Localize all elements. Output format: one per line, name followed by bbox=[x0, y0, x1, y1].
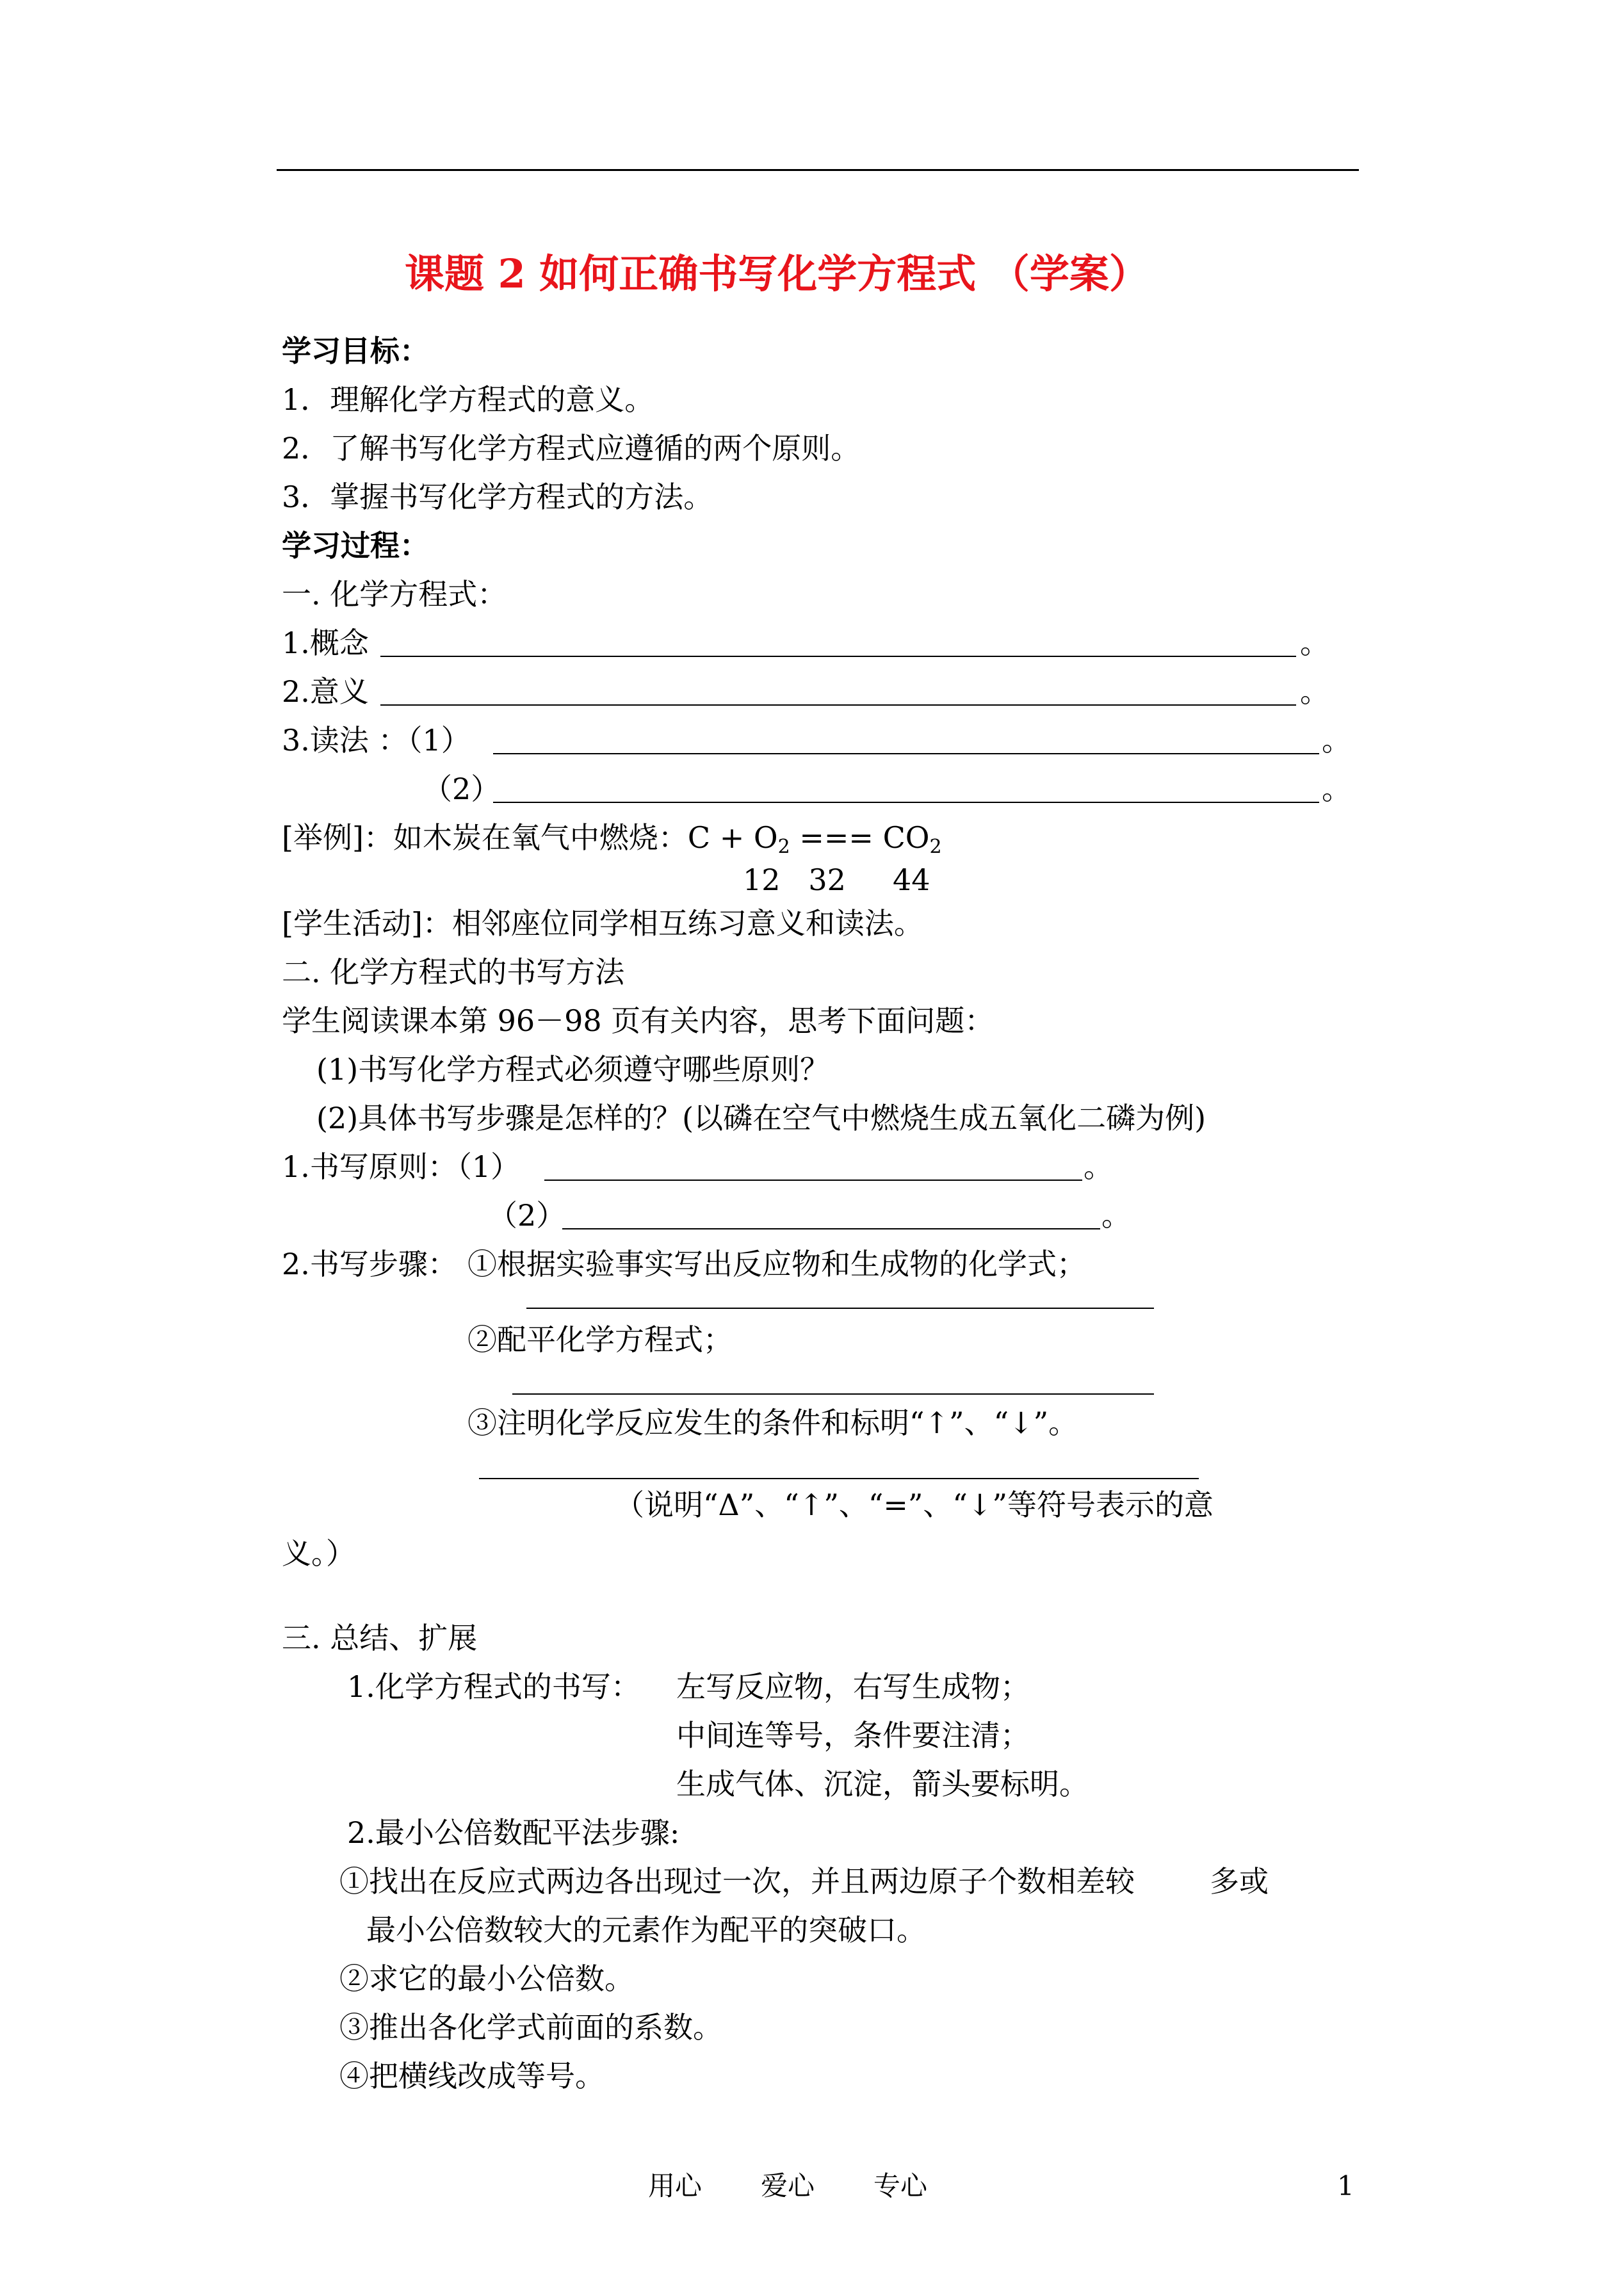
end-mark: 。 bbox=[1101, 1198, 1131, 1233]
reading-label: 3.读法 ：（1） bbox=[282, 723, 471, 758]
end-mark: 。 bbox=[1322, 772, 1351, 806]
example-line bbox=[282, 818, 942, 857]
question-2: (2)具体书写步骤是怎样的？(以磷在空气中燃烧生成五氧化二磷为例) bbox=[316, 1101, 1206, 1135]
footer-right: 专心 bbox=[873, 2170, 928, 2202]
summary-rhyme-line: 中间连等号，条件要注清； bbox=[676, 1718, 1030, 1753]
step-2-blank bbox=[512, 1393, 1154, 1395]
objective-item: 1．理解化学方程式的意义。 bbox=[282, 382, 654, 417]
section3-heading: 三. 总结、扩展 bbox=[282, 1621, 478, 1655]
equation-subscript: 2 bbox=[777, 836, 790, 858]
objective-item: 2．了解书写化学方程式应遵循的两个原则。 bbox=[282, 431, 861, 466]
lcm-step: ④把横线改成等号。 bbox=[339, 2059, 605, 2093]
meaning-blank bbox=[380, 704, 1296, 706]
step-1: ①根据实验事实写出反应物和生成物的化学式； bbox=[467, 1247, 1086, 1281]
lcm-step: ③推出各化学式前面的系数。 bbox=[339, 2010, 722, 2045]
objective-item: 3．掌握书写化学方程式的方法。 bbox=[282, 480, 713, 514]
end-mark: 。 bbox=[1300, 674, 1329, 709]
summary-rhyme-line: 生成气体、沉淀，箭头要标明。 bbox=[676, 1767, 1089, 1801]
section1-heading: 一. 化学方程式： bbox=[282, 577, 507, 612]
question-1: (1)书写化学方程式必须遵守哪些原则？ bbox=[316, 1052, 830, 1087]
objectives-heading: 学习目标： bbox=[282, 334, 429, 368]
equation-reactants: C + O bbox=[687, 820, 778, 855]
footer-left: 用心 bbox=[648, 2170, 702, 2202]
lcm-step: ①找出在反应式两边各出现过一次，并且两边原子个数相差较 多或 bbox=[339, 1864, 1269, 1899]
step-3: ③注明化学反应发生的条件和标明“↑”、“↓”。 bbox=[467, 1406, 1078, 1440]
reading-blank-2 bbox=[493, 802, 1319, 803]
section2-intro: 学生阅读课本第 96－98 页有关内容，思考下面问题： bbox=[282, 1003, 995, 1038]
footer-middle: 爱心 bbox=[761, 2170, 815, 2202]
symbol-note: （说明“Δ”、“↑”、“=”、“↓”等符号表示的意 bbox=[615, 1488, 1214, 1522]
section2-heading: 二. 化学方程式的书写方法 bbox=[282, 955, 625, 989]
concept-blank bbox=[380, 656, 1296, 657]
equation-product: === CO bbox=[790, 820, 930, 855]
symbol-note-end: 义。） bbox=[282, 1536, 355, 1571]
step-1-blank bbox=[526, 1308, 1154, 1309]
end-mark: 。 bbox=[1084, 1149, 1113, 1184]
equation-subscript: 2 bbox=[929, 836, 942, 858]
page-title: 课题 2 如何正确书写化学方程式 （学案） bbox=[405, 250, 1149, 297]
summary-item-2-label: 2.最小公倍数配平法步骤: bbox=[347, 1815, 680, 1850]
reading-blank-1 bbox=[493, 753, 1319, 754]
principle-label: 1.书写原则：（1） bbox=[282, 1149, 521, 1184]
end-mark: 。 bbox=[1300, 626, 1329, 660]
summary-rhyme-line: 左写反应物，右写生成物； bbox=[676, 1669, 1030, 1704]
steps-label: 2.书写步骤： bbox=[282, 1247, 457, 1281]
principle-label-2: （2） bbox=[488, 1198, 566, 1233]
process-heading: 学习过程： bbox=[282, 528, 429, 563]
concept-label: 1.概念 bbox=[282, 626, 369, 660]
lcm-step: ②求它的最小公倍数。 bbox=[339, 1961, 634, 1996]
lcm-step: 最小公倍数较大的元素作为配平的突破口。 bbox=[366, 1913, 926, 1947]
reading-label-2: （2） bbox=[423, 772, 501, 806]
header-rule bbox=[277, 169, 1359, 171]
student-activity: [学生活动]：相邻座位同学相互练习意义和读法。 bbox=[282, 906, 923, 941]
example-label: [举例]：如木炭在氧气中燃烧： bbox=[282, 820, 688, 855]
page-number: 1 bbox=[1337, 2170, 1354, 2202]
step-3-blank bbox=[479, 1478, 1199, 1479]
end-mark: 。 bbox=[1322, 723, 1351, 758]
principle-blank-2 bbox=[562, 1228, 1100, 1229]
step-2: ②配平化学方程式； bbox=[467, 1322, 733, 1357]
principle-blank-1 bbox=[544, 1180, 1082, 1181]
equation-masses: 12 32 44 bbox=[743, 863, 930, 897]
meaning-label: 2.意义 bbox=[282, 674, 369, 709]
summary-item-1-label: 1.化学方程式的书写： bbox=[347, 1669, 640, 1704]
